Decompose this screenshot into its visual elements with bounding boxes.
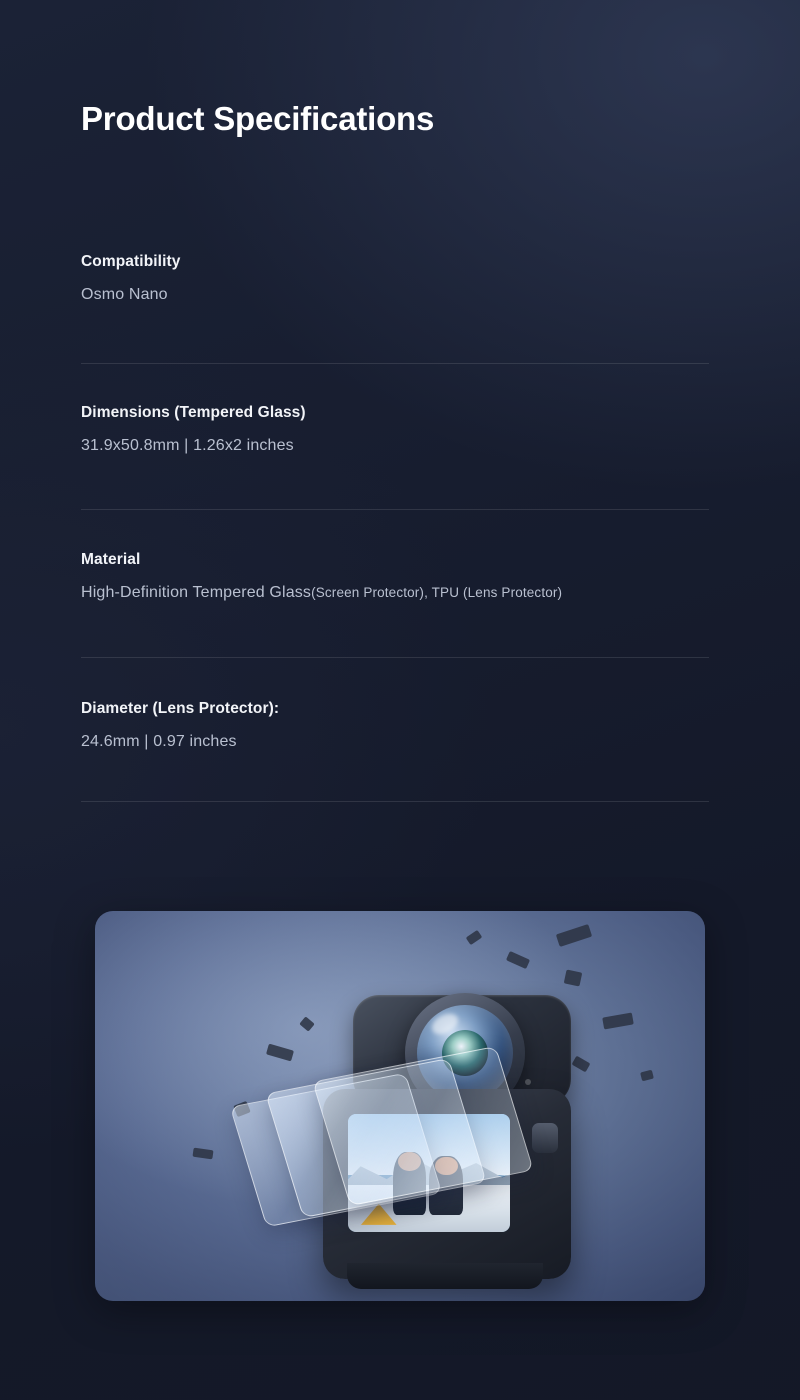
spec-divider xyxy=(81,363,709,364)
spec-value xyxy=(81,435,709,457)
spec-divider xyxy=(81,657,709,658)
spec-value-text: 31.9x50.8mm | 1.26x2 inches xyxy=(81,437,294,454)
glass-shard xyxy=(564,969,583,986)
product-image xyxy=(95,911,705,1301)
spec-value xyxy=(81,731,709,753)
spec-divider xyxy=(81,509,709,510)
spec-value-subtext: (Screen Protector), TPU (Lens Protector) xyxy=(311,585,563,600)
spec-value xyxy=(81,284,709,306)
spec-row-dimensions xyxy=(81,403,709,457)
spec-label: Compatibility xyxy=(81,253,181,270)
page-title: Product Specifications xyxy=(81,100,435,137)
spec-row-material xyxy=(81,550,709,604)
spec-value-text: Osmo Nano xyxy=(81,286,168,303)
spec-divider xyxy=(81,801,709,802)
spec-row-compatibility xyxy=(81,252,709,306)
spec-label: Material xyxy=(81,551,141,568)
spec-label: Diameter (Lens Protector): xyxy=(81,700,280,717)
camera-base xyxy=(347,1263,543,1289)
spec-label: Dimensions (Tempered Glass) xyxy=(81,404,306,421)
specifications-list xyxy=(81,252,709,802)
spec-value-text: 24.6mm | 0.97 inches xyxy=(81,733,237,750)
camera-side-button xyxy=(532,1123,558,1153)
spec-row-diameter xyxy=(81,699,709,753)
spec-value-text: High-Definition Tempered Glass xyxy=(81,584,312,601)
camera-mic-dot xyxy=(525,1079,531,1085)
spec-value xyxy=(81,582,709,604)
